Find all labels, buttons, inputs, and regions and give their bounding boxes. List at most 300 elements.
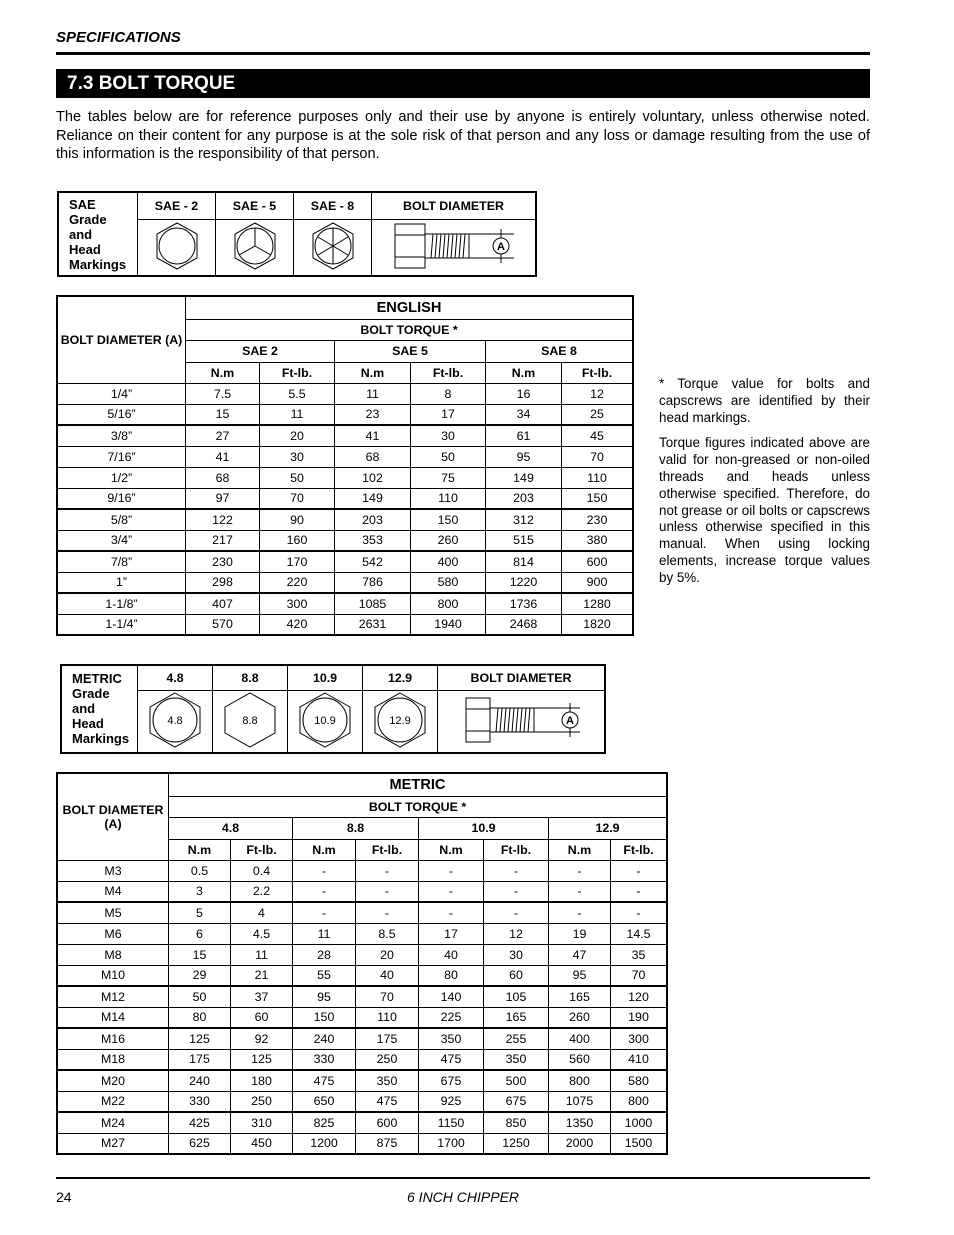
torque-value-cell: 11 [293, 923, 356, 944]
bolt-size-cell: 7/8” [57, 551, 186, 572]
metric-8-8-hex-head-icon [213, 690, 288, 753]
row-header: BOLT DIAMETER (A) [57, 773, 169, 860]
torque-value-cell: 68 [335, 446, 411, 467]
svg-text:12.9: 12.9 [389, 714, 411, 727]
bolt-size-cell: M10 [57, 965, 169, 986]
torque-value-cell: - [611, 881, 668, 902]
torque-value-cell: 350 [356, 1070, 419, 1091]
torque-value-cell: 16 [486, 383, 562, 404]
torque-value-cell: 203 [335, 509, 411, 530]
torque-value-cell: 580 [611, 1070, 668, 1091]
torque-value-cell: 1700 [419, 1133, 484, 1154]
metric-grade-header: 4.8 [138, 665, 213, 690]
table-row [57, 404, 633, 425]
page-number: 24 [56, 1189, 72, 1205]
torque-value-cell: 105 [484, 986, 549, 1007]
torque-value-cell: 55 [293, 965, 356, 986]
torque-value-cell: 400 [549, 1028, 611, 1049]
footer-product-title: 6 INCH CHIPPER [407, 1189, 520, 1205]
table-row [57, 383, 633, 404]
torque-value-cell: 475 [419, 1049, 484, 1070]
torque-value-cell: - [293, 902, 356, 923]
torque-value-cell: 1280 [562, 593, 634, 614]
table-row [57, 1028, 667, 1049]
torque-value-cell: 2631 [335, 614, 411, 635]
torque-value-cell: - [484, 860, 549, 881]
torque-value-cell: 165 [484, 1007, 549, 1028]
unit-header: N.m [419, 839, 484, 860]
torque-value-cell: - [549, 902, 611, 923]
torque-value-cell: 475 [293, 1070, 356, 1091]
torque-value-cell: 190 [611, 1007, 668, 1028]
torque-note [659, 376, 870, 596]
bolt-size-cell: M6 [57, 923, 169, 944]
torque-value-cell: 11 [335, 383, 411, 404]
torque-value-cell: - [484, 902, 549, 923]
torque-value-cell: 140 [419, 986, 484, 1007]
table-row [57, 1112, 667, 1133]
torque-value-cell: 40 [419, 944, 484, 965]
table-row [57, 530, 633, 551]
unit-header: N.m [169, 839, 231, 860]
torque-value-cell: 15 [169, 944, 231, 965]
torque-value-cell: 400 [411, 551, 486, 572]
callout-a: A [496, 240, 505, 253]
torque-value-cell: 41 [186, 446, 260, 467]
torque-value-cell: 420 [260, 614, 335, 635]
table-row [57, 1070, 667, 1091]
torque-value-cell: 542 [335, 551, 411, 572]
torque-value-cell: - [293, 881, 356, 902]
torque-value-cell: 92 [231, 1028, 293, 1049]
torque-value-cell: 3 [169, 881, 231, 902]
sae-grade-header: SAE - 8 [294, 192, 372, 219]
torque-value-cell: - [356, 881, 419, 902]
svg-text:8.8: 8.8 [242, 714, 258, 727]
torque-value-cell: 110 [356, 1007, 419, 1028]
torque-value-cell: 70 [562, 446, 634, 467]
torque-value-cell: 353 [335, 530, 411, 551]
torque-value-cell: 30 [411, 425, 486, 446]
torque-value-cell: 1085 [335, 593, 411, 614]
torque-value-cell: 122 [186, 509, 260, 530]
unit-header: N.m [186, 362, 260, 383]
section-title: 7.3 BOLT TORQUE [56, 69, 870, 98]
torque-value-cell: 70 [611, 965, 668, 986]
torque-value-cell: 15 [186, 404, 260, 425]
grade-header: SAE 5 [335, 340, 486, 362]
unit-header: N.m [335, 362, 411, 383]
grade-header: 8.8 [293, 817, 419, 839]
torque-value-cell: 5 [169, 902, 231, 923]
torque-value-cell: 675 [419, 1070, 484, 1091]
table-row [57, 923, 667, 944]
torque-value-cell: 203 [486, 488, 562, 509]
bolt-size-cell: 5/16” [57, 404, 186, 425]
torque-value-cell: 45 [562, 425, 634, 446]
torque-value-cell: 800 [611, 1091, 668, 1112]
torque-value-cell: 675 [484, 1091, 549, 1112]
torque-value-cell: 110 [562, 467, 634, 488]
bolt-size-cell: M14 [57, 1007, 169, 1028]
sae-2-hex-head-icon [138, 219, 216, 276]
torque-value-cell: 580 [411, 572, 486, 593]
bolt-size-cell: 7/16” [57, 446, 186, 467]
table-row [57, 614, 633, 635]
bolt-size-cell: 1/4” [57, 383, 186, 404]
bolt-size-cell: M24 [57, 1112, 169, 1133]
torque-value-cell: 515 [486, 530, 562, 551]
torque-value-cell: - [356, 860, 419, 881]
sae-grade-header: SAE - 2 [138, 192, 216, 219]
torque-value-cell: 1500 [611, 1133, 668, 1154]
table-row [57, 1133, 667, 1154]
english-torque-table [56, 295, 634, 636]
bolt-size-cell: M20 [57, 1070, 169, 1091]
table-row [57, 1007, 667, 1028]
torque-value-cell: 70 [260, 488, 335, 509]
bolt-size-cell: 9/16” [57, 488, 186, 509]
torque-value-cell: 786 [335, 572, 411, 593]
unit-header: Ft-lb. [231, 839, 293, 860]
torque-value-cell: 110 [411, 488, 486, 509]
torque-value-cell: 814 [486, 551, 562, 572]
torque-value-cell: 125 [169, 1028, 231, 1049]
unit-header: N.m [486, 362, 562, 383]
torque-value-cell: - [611, 860, 668, 881]
sae-markings-table [57, 191, 537, 277]
torque-value-cell: 410 [611, 1049, 668, 1070]
torque-value-cell: 8.5 [356, 923, 419, 944]
table-row [57, 488, 633, 509]
intro-paragraph: The tables below are for reference purposes only and their use by anyone is entirely voluntary, unless otherwise noted. Reliance on their content for any purpose is at the sole risk of that person and any loss or damage resulting from the use of this information is the responsibility of that person. [56, 109, 870, 162]
note-paragraph: * Torque value for bolts and capscrews are identified by their head markings. [659, 376, 870, 425]
torque-value-cell: 570 [186, 614, 260, 635]
torque-value-cell: 37 [231, 986, 293, 1007]
note-paragraph: Torque figures indicated above are valid for non-greased or non-oiled threads and heads unless otherwise specified. Therefore, do not grease or oil bolts or capscrews unless otherwise specified in this manual. When using locking elements, increase torque values by 5%. [659, 435, 870, 585]
bolt-diameter-header: BOLT DIAMETER [372, 192, 537, 219]
bolt-size-cell: M3 [57, 860, 169, 881]
torque-value-cell: 220 [260, 572, 335, 593]
bolt-torque-label: BOLT TORQUE * [169, 796, 668, 817]
torque-value-cell: 450 [231, 1133, 293, 1154]
torque-value-cell: 17 [411, 404, 486, 425]
grade-header: 12.9 [549, 817, 668, 839]
torque-value-cell: 230 [186, 551, 260, 572]
torque-value-cell: 230 [562, 509, 634, 530]
torque-value-cell: - [356, 902, 419, 923]
bolt-size-cell: 3/8” [57, 425, 186, 446]
torque-value-cell: 160 [260, 530, 335, 551]
table-row [57, 425, 633, 446]
torque-value-cell: 50 [169, 986, 231, 1007]
table-row [57, 902, 667, 923]
grade-header: 10.9 [419, 817, 549, 839]
torque-value-cell: 1200 [293, 1133, 356, 1154]
torque-value-cell: 29 [169, 965, 231, 986]
torque-value-cell: 50 [260, 467, 335, 488]
torque-value-cell: 1150 [419, 1112, 484, 1133]
grade-header: 4.8 [169, 817, 293, 839]
torque-value-cell: 60 [484, 965, 549, 986]
table-row [57, 593, 633, 614]
callout-a: A [566, 714, 574, 727]
svg-text:4.8: 4.8 [167, 714, 183, 727]
grade-header: SAE 2 [186, 340, 335, 362]
unit-header: Ft-lb. [411, 362, 486, 383]
torque-value-cell: 1940 [411, 614, 486, 635]
table-row [57, 446, 633, 467]
metric-torque-table [56, 772, 668, 1155]
torque-value-cell: 11 [231, 944, 293, 965]
torque-value-cell: 350 [484, 1049, 549, 1070]
torque-value-cell: 875 [356, 1133, 419, 1154]
torque-value-cell: 17 [419, 923, 484, 944]
torque-value-cell: 1350 [549, 1112, 611, 1133]
torque-value-cell: 0.4 [231, 860, 293, 881]
torque-value-cell: 30 [484, 944, 549, 965]
torque-value-cell: 27 [186, 425, 260, 446]
torque-value-cell: 600 [562, 551, 634, 572]
grade-header: SAE 8 [486, 340, 634, 362]
torque-value-cell: 800 [549, 1070, 611, 1091]
torque-value-cell: 250 [231, 1091, 293, 1112]
torque-value-cell: 30 [260, 446, 335, 467]
torque-value-cell: 310 [231, 1112, 293, 1133]
torque-value-cell: 240 [169, 1070, 231, 1091]
torque-value-cell: 12 [484, 923, 549, 944]
bolt-size-cell: 1” [57, 572, 186, 593]
torque-value-cell: 7.5 [186, 383, 260, 404]
bolt-size-cell: M22 [57, 1091, 169, 1112]
torque-value-cell: 1820 [562, 614, 634, 635]
torque-value-cell: 97 [186, 488, 260, 509]
torque-value-cell: 34 [486, 404, 562, 425]
metric-grade-header: 12.9 [363, 665, 438, 690]
torque-value-cell: 150 [411, 509, 486, 530]
metric-title: METRIC [169, 773, 668, 796]
torque-value-cell: 150 [293, 1007, 356, 1028]
metric-12-9-hex-head-icon [363, 690, 438, 753]
torque-value-cell: 80 [169, 1007, 231, 1028]
torque-value-cell: 68 [186, 467, 260, 488]
torque-value-cell: 8 [411, 383, 486, 404]
table-row [57, 881, 667, 902]
table-row [57, 572, 633, 593]
torque-value-cell: 825 [293, 1112, 356, 1133]
torque-value-cell: 70 [356, 986, 419, 1007]
bolt-size-cell: 3/4” [57, 530, 186, 551]
torque-value-cell: 2468 [486, 614, 562, 635]
table-row [57, 1049, 667, 1070]
sae-grade-header: SAE - 5 [216, 192, 294, 219]
metric-grade-header: 8.8 [213, 665, 288, 690]
torque-value-cell: 925 [419, 1091, 484, 1112]
torque-value-cell: 90 [260, 509, 335, 530]
sae-8-hex-head-icon [294, 219, 372, 276]
torque-value-cell: 25 [562, 404, 634, 425]
torque-value-cell: 800 [411, 593, 486, 614]
english-title: ENGLISH [186, 296, 634, 319]
torque-value-cell: 35 [611, 944, 668, 965]
bolt-size-cell: M16 [57, 1028, 169, 1049]
torque-value-cell: 14.5 [611, 923, 668, 944]
torque-value-cell: - [549, 881, 611, 902]
bolt-size-cell: M27 [57, 1133, 169, 1154]
bolt-diameter-diagram [438, 690, 606, 753]
torque-value-cell: 300 [260, 593, 335, 614]
metric-markings-label: METRIC Grade and Head Markings [61, 665, 138, 753]
torque-value-cell: 0.5 [169, 860, 231, 881]
torque-value-cell: 475 [356, 1091, 419, 1112]
metric-grade-header: 10.9 [288, 665, 363, 690]
table-row [57, 860, 667, 881]
torque-value-cell: 180 [231, 1070, 293, 1091]
torque-value-cell: 75 [411, 467, 486, 488]
table-row [57, 944, 667, 965]
torque-value-cell: - [611, 902, 668, 923]
torque-value-cell: 217 [186, 530, 260, 551]
torque-value-cell: 260 [411, 530, 486, 551]
bolt-size-cell: 1-1/4” [57, 614, 186, 635]
torque-value-cell: 11 [260, 404, 335, 425]
torque-value-cell: 850 [484, 1112, 549, 1133]
torque-value-cell: 330 [293, 1049, 356, 1070]
torque-value-cell: 900 [562, 572, 634, 593]
torque-value-cell: 28 [293, 944, 356, 965]
torque-value-cell: 95 [486, 446, 562, 467]
table-row [57, 986, 667, 1007]
torque-value-cell: 407 [186, 593, 260, 614]
torque-value-cell: - [419, 902, 484, 923]
bolt-size-cell: M8 [57, 944, 169, 965]
torque-value-cell: 2.2 [231, 881, 293, 902]
metric-markings-table [60, 664, 606, 754]
torque-value-cell: 170 [260, 551, 335, 572]
torque-value-cell: 500 [484, 1070, 549, 1091]
header-rule [56, 52, 870, 55]
torque-value-cell: 4 [231, 902, 293, 923]
bolt-size-cell: 1/2” [57, 467, 186, 488]
torque-value-cell: 149 [486, 467, 562, 488]
sae-5-hex-head-icon [216, 219, 294, 276]
unit-header: Ft-lb. [356, 839, 419, 860]
bolt-size-cell: M4 [57, 881, 169, 902]
row-header: BOLT DIAMETER (A) [57, 296, 186, 383]
bolt-size-cell: M5 [57, 902, 169, 923]
torque-value-cell: 625 [169, 1133, 231, 1154]
torque-value-cell: 300 [611, 1028, 668, 1049]
torque-value-cell: 20 [356, 944, 419, 965]
torque-value-cell: 21 [231, 965, 293, 986]
torque-value-cell: 12 [562, 383, 634, 404]
torque-value-cell: 255 [484, 1028, 549, 1049]
torque-value-cell: 23 [335, 404, 411, 425]
section-header: SPECIFICATIONS [56, 29, 181, 46]
torque-value-cell: 350 [419, 1028, 484, 1049]
torque-value-cell: 150 [562, 488, 634, 509]
torque-value-cell: 125 [231, 1049, 293, 1070]
table-row [57, 467, 633, 488]
torque-value-cell: - [549, 860, 611, 881]
torque-value-cell: 240 [293, 1028, 356, 1049]
bolt-size-cell: M12 [57, 986, 169, 1007]
torque-value-cell: 95 [293, 986, 356, 1007]
metric-10-9-hex-head-icon [288, 690, 363, 753]
bolt-diameter-header: BOLT DIAMETER [438, 665, 606, 690]
unit-header: Ft-lb. [562, 362, 634, 383]
torque-value-cell: 95 [549, 965, 611, 986]
table-row [57, 965, 667, 986]
bolt-torque-label: BOLT TORQUE * [186, 319, 634, 340]
torque-value-cell: 50 [411, 446, 486, 467]
torque-value-cell: 19 [549, 923, 611, 944]
torque-value-cell: 1220 [486, 572, 562, 593]
torque-value-cell: - [419, 881, 484, 902]
torque-value-cell: 1250 [484, 1133, 549, 1154]
torque-value-cell: 560 [549, 1049, 611, 1070]
torque-value-cell: 102 [335, 467, 411, 488]
torque-value-cell: 61 [486, 425, 562, 446]
torque-value-cell: 225 [419, 1007, 484, 1028]
torque-value-cell: 298 [186, 572, 260, 593]
torque-value-cell: 60 [231, 1007, 293, 1028]
torque-value-cell: 2000 [549, 1133, 611, 1154]
torque-value-cell: 165 [549, 986, 611, 1007]
torque-value-cell: 1736 [486, 593, 562, 614]
torque-value-cell: 175 [169, 1049, 231, 1070]
table-row [57, 509, 633, 530]
torque-value-cell: 260 [549, 1007, 611, 1028]
torque-value-cell: 4.5 [231, 923, 293, 944]
torque-value-cell: 250 [356, 1049, 419, 1070]
bolt-diameter-diagram [372, 219, 537, 276]
torque-value-cell: - [419, 860, 484, 881]
torque-value-cell: 6 [169, 923, 231, 944]
unit-header: Ft-lb. [484, 839, 549, 860]
torque-value-cell: 330 [169, 1091, 231, 1112]
torque-value-cell: 5.5 [260, 383, 335, 404]
unit-header: N.m [549, 839, 611, 860]
torque-value-cell: 149 [335, 488, 411, 509]
unit-header: N.m [293, 839, 356, 860]
footer-rule [56, 1177, 870, 1179]
torque-value-cell: - [293, 860, 356, 881]
torque-value-cell: 425 [169, 1112, 231, 1133]
torque-value-cell: 120 [611, 986, 668, 1007]
torque-value-cell: 47 [549, 944, 611, 965]
torque-value-cell: 312 [486, 509, 562, 530]
torque-value-cell: 20 [260, 425, 335, 446]
svg-text:10.9: 10.9 [314, 714, 336, 727]
bolt-size-cell: 1-1/8” [57, 593, 186, 614]
torque-value-cell: 600 [356, 1112, 419, 1133]
unit-header: Ft-lb. [260, 362, 335, 383]
table-row [57, 1091, 667, 1112]
torque-value-cell: 1000 [611, 1112, 668, 1133]
unit-header: Ft-lb. [611, 839, 668, 860]
torque-value-cell: - [484, 881, 549, 902]
torque-value-cell: 380 [562, 530, 634, 551]
torque-value-cell: 650 [293, 1091, 356, 1112]
bolt-size-cell: 5/8” [57, 509, 186, 530]
torque-value-cell: 80 [419, 965, 484, 986]
torque-value-cell: 41 [335, 425, 411, 446]
torque-value-cell: 1075 [549, 1091, 611, 1112]
torque-value-cell: 175 [356, 1028, 419, 1049]
metric-4-8-hex-head-icon [138, 690, 213, 753]
bolt-size-cell: M18 [57, 1049, 169, 1070]
